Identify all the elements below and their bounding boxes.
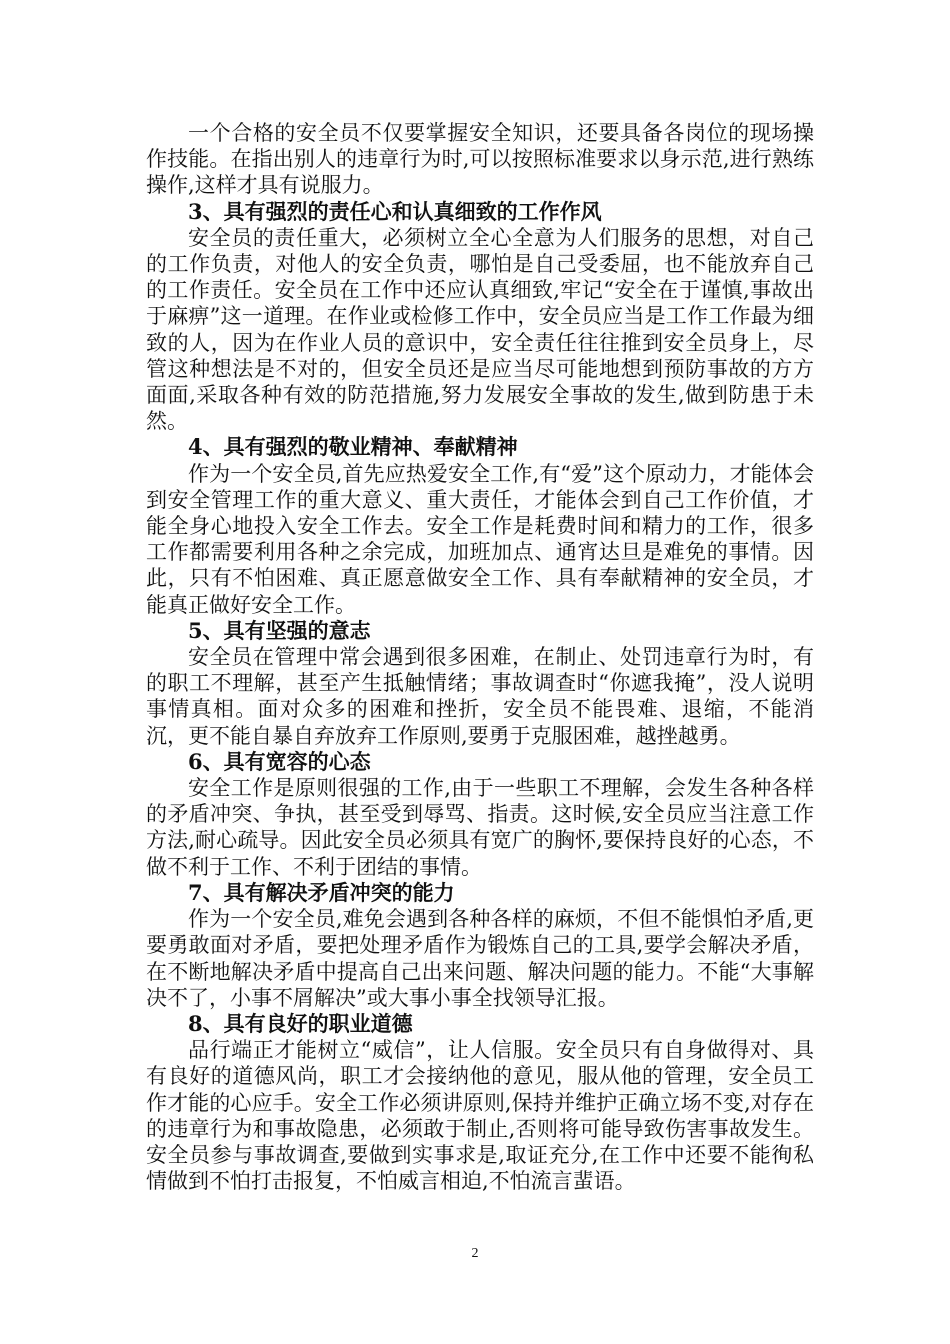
- paragraph-dedication: 作为一个安全员,首先应热爱安全工作,有“爱”这个原动力，才能体会到安全管理工作的重大意义、重大责任，才能体会到自己工作价值，才能全身心地投入安全工作去。安全工作是耗费时间和精力的工作，很多工作都需要利用各种之余完成，加班加点、通宵达旦是难免的事情。因此，只有不怕困难、真正愿意做安全工作、具有奉献精神的安全员，才能真正做好安全工作。: [146, 461, 814, 617]
- heading-responsibility: 3、具有强烈的责任心和认真细致的工作作风: [188, 198, 602, 224]
- page-number: 2: [471, 1246, 479, 1261]
- paragraph-responsibility: 安全员的责任重大，必须树立全心全意为人们服务的思想，对自己的工作负责，对他人的安全负责，哪怕是自己受委屈，也不能放弃自己的工作责任。安全员在工作中还应认真细致,牢记“安全在于谨慎,事故出于麻痹”这一道理。在作业或检修工作中，安全员应当是工作工作最为细致的人，因为在作业人员的意识中，安全责任往往推到安全员身上，尽管这种想法是不对的，但安全员还是应当尽可能地想到预防事故的方方面面,采取各种有效的防范措施,努力发展安全事故的发生,做到防患于未然。: [146, 225, 814, 434]
- paragraph-conflict-resolution: 作为一个安全员,难免会遇到各种各样的麻烦，不但不能惧怕矛盾,更要勇敢面对矛盾，要把处理矛盾作为锻炼自己的工具,要学会解决矛盾，在不断地解决矛盾中提高自己出来问题、解决问题的能力。不能“大事解决不了，小事不屑解决”或大事小事全找领导汇报。: [146, 907, 814, 1010]
- document-body: [146, 120, 814, 1194]
- paragraph-operating-skills: 一个合格的安全员不仅要掌握安全知识，还要具备各岗位的现场操作技能。在指出别人的违章行为时,可以按照标准要求以身示范,进行熟练操作,这样才具有说服力。: [146, 121, 814, 198]
- heading-professional-ethics: 8、具有良好的职业道德: [188, 1010, 413, 1036]
- heading-dedication: 4、具有强烈的敬业精神、奉献精神: [188, 434, 518, 460]
- paragraph-professional-ethics: 品行端正才能树立“威信”，让人信服。安全员只有自身做得对、具有良好的道德风尚，职工才会接纳他的意见，服从他的管理，安全员工作才能的心应手。安全工作必须讲原则,保持并维护正确立场不变,对存在的违章行为和事故隐患，必须敢于制止,否则将可能导致伤害事故发生。安全员参与事故调查,要做到实事求是,取证充分,在工作中还要不能徇私情做到不怕打击报复，不怕威言相迫,不怕流言蜚语。: [146, 1038, 814, 1194]
- heading-tolerance: 6、具有宽容的心态: [188, 748, 371, 774]
- heading-strong-will: 5、具有坚强的意志: [188, 617, 371, 643]
- heading-conflict-resolution: 7、具有解决矛盾冲突的能力: [188, 879, 455, 905]
- paragraph-tolerance: 安全工作是原则很强的工作,由于一些职工不理解，会发生各种各样的矛盾冲突、争执，甚至受到辱骂、指责。这时候,安全员应当注意工作方法,耐心疏导。因此安全员必须具有宽广的胸怀,要保持良好的心态，不做不利于工作、不利于团结的事情。: [146, 776, 814, 879]
- paragraph-strong-will: 安全员在管理中常会遇到很多困难，在制止、处罚违章行为时，有的职工不理解，甚至产生抵触情绪；事故调查时“你遮我掩”，没人说明事情真相。面对众多的困难和挫折，安全员不能畏难、退缩，不能消沉，更不能自暴自弃放弃工作原则,要勇于克服困难，越挫越勇。: [146, 645, 814, 748]
